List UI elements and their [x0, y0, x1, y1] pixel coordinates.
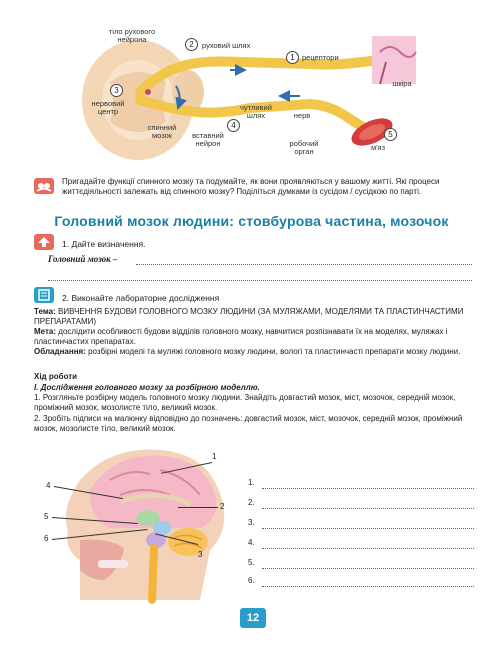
answer-row-1	[248, 478, 255, 487]
pointer-line-2	[178, 507, 218, 508]
task1-heading: 1. Дайте визначення.	[62, 239, 146, 249]
answer-number: 5.	[248, 558, 255, 567]
answer-number: 4.	[248, 538, 255, 547]
label-skin: шкіра	[392, 79, 412, 88]
answer-line-4[interactable]	[262, 548, 474, 549]
topic-label: Тема:	[34, 307, 56, 316]
part1-heading: І. Дослідження головного мозку за розбірною моделлю.	[34, 383, 260, 392]
answer-number: 1.	[248, 478, 255, 487]
goal-label: Мета:	[34, 327, 57, 336]
label-nerve-center: нервовий центр	[91, 99, 125, 116]
diagram-number-2: 2	[185, 38, 198, 51]
equipment-text: розбірні моделі та муляжі головного мозку людини, вологі та пластинчасті препарати мозку людини.	[88, 347, 461, 356]
definition-answer-line-2[interactable]	[48, 280, 472, 281]
answer-number: 6.	[248, 576, 255, 585]
label-muscle: м'яз	[370, 143, 386, 152]
answer-line-5[interactable]	[262, 568, 474, 569]
answer-line-1[interactable]	[262, 488, 474, 489]
answer-line-6[interactable]	[262, 586, 474, 587]
goal-text: дослідити особливості будови відділів головного мозку, навчитися розпізнавати їх на моделях, муляжах і пластинчастих препаратах.	[34, 327, 448, 346]
brain-sagittal-figure	[50, 440, 240, 610]
diagram-number-3: 3	[110, 84, 123, 97]
label-intercalary-neuron: вставний нейрон	[192, 131, 224, 148]
lab-task-icon	[34, 287, 54, 303]
brain-number-4: 4	[46, 481, 51, 490]
definition-term: Головний мозок –	[48, 254, 118, 264]
answer-number: 3.	[248, 518, 255, 527]
answer-number: 2.	[248, 498, 255, 507]
label-receptors: рецептори	[302, 53, 339, 62]
reflection-question: Пригадайте функції спинного мозку та подумайте, як вони проявляються у вашому житті. Які процеси життєдіяльності залежать від спинного мозку? Поділіться думками із сусідом / сусідкою по парті.	[62, 177, 440, 196]
page-number-badge	[240, 608, 266, 628]
definition-task-icon	[34, 234, 54, 250]
diagram-number-5: 5	[384, 128, 397, 141]
label-spinal-cord: спинний мозок	[147, 123, 177, 140]
lab-topic	[34, 307, 474, 327]
answer-line-3[interactable]	[262, 528, 474, 529]
brain-number-5: 5	[44, 512, 49, 521]
definition-answer-line-1[interactable]	[136, 264, 472, 265]
answer-row-3	[248, 518, 255, 527]
step1-text: 1. Розгляньте розбірну модель головного мозку людини. Знайдіть довгастий мозок, міст, мозочок, середній мозок, проміжний мозок, мозолисте тіло, великий мозок.	[34, 393, 456, 412]
equipment-label: Обладнання:	[34, 347, 86, 356]
section-title: Головний мозок людини: стовбурова частина, мозочок	[54, 213, 449, 229]
brain-number-1: 1	[212, 452, 217, 461]
answer-row-6	[248, 576, 255, 585]
task2-heading: 2. Виконайте лабораторне дослідження	[62, 293, 220, 303]
brain-number-3: 3	[198, 550, 203, 559]
step2-text: 2. Зробіть підписи на малюнку відповідно до позначень: довгастий мозок, міст, мозочок, середній мозок, проміжний мозок, мозолисте тіло, великий мозок.	[34, 414, 463, 433]
brain-number-6: 6	[44, 534, 49, 543]
label-working-organ: робочий орган	[289, 139, 319, 156]
answer-row-5	[248, 558, 255, 567]
diagram-number-1: 1	[286, 51, 299, 64]
label-sensory-path: чутливий шлях	[240, 103, 272, 120]
progress-heading: Хід роботи	[34, 372, 78, 381]
label-motor-path: руховий шлях	[202, 41, 251, 50]
diagram-number-4: 4	[227, 119, 240, 132]
brain-number-2: 2	[220, 502, 225, 511]
label-motor-neuron-body: тіло рухового нейрона	[108, 27, 156, 44]
label-nerve: нерв	[293, 111, 311, 120]
answer-row-2	[248, 498, 255, 507]
brain-illustration	[50, 440, 240, 610]
answer-row-4	[248, 538, 255, 547]
lab-goal	[34, 327, 474, 347]
discussion-icon	[34, 178, 54, 194]
topic-text: ВИВЧЕННЯ БУДОВИ ГОЛОВНОГО МОЗКУ ЛЮДИНИ (ЗА МУЛЯЖАМИ, МОДЕЛЯМИ ТА ПЛАСТИНЧАСТИМИ ПРЕПАРАТАМИ)	[34, 307, 464, 326]
lab-equipment	[34, 347, 474, 357]
answer-line-2[interactable]	[262, 508, 474, 509]
page-number: 12	[246, 612, 260, 624]
